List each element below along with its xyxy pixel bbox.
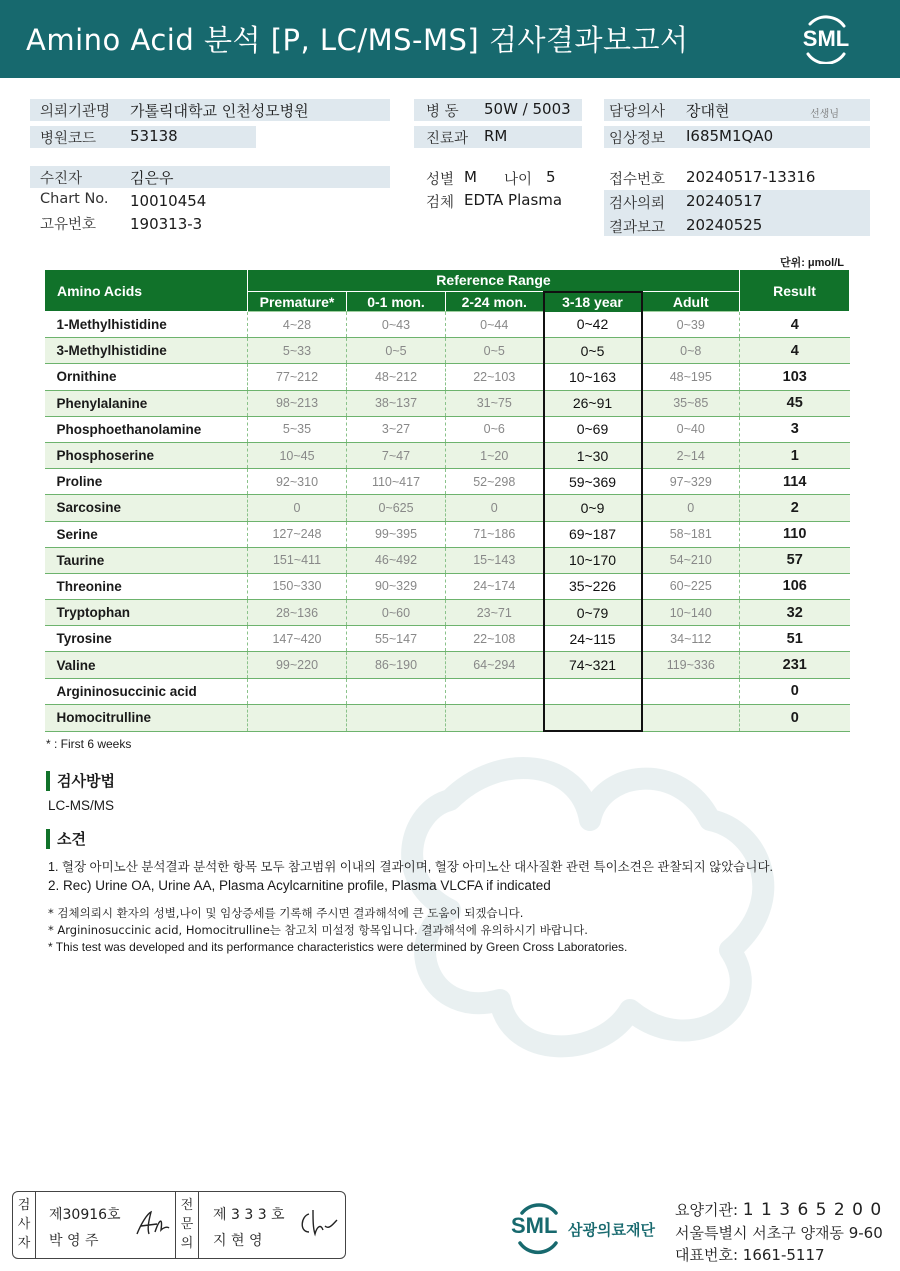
- result-value: 0: [740, 678, 850, 704]
- ref-2-24-mon: 0~5: [446, 338, 544, 364]
- ref-2-24-mon: 64~294: [446, 652, 544, 678]
- table-row: [45, 521, 850, 547]
- report-title: Amino Acid 분석 [P, LC/MS-MS] 검사결과보고서: [26, 23, 689, 57]
- ref-2-24-mon: [446, 704, 544, 731]
- ref-adult: 0: [642, 495, 740, 521]
- result-value: 51: [740, 626, 850, 652]
- amino-acid-name: Serine: [45, 521, 248, 547]
- tester-label-char: 검: [17, 1198, 31, 1213]
- ref-3-18-year: [544, 704, 642, 731]
- footer-logo-text: SML: [511, 1213, 558, 1238]
- col-header-reference-range: Reference Range: [248, 270, 740, 292]
- ref-0-1-mon: 3~27: [347, 416, 446, 442]
- tester-signature-icon: [133, 1206, 173, 1240]
- header-logo-text: SML: [802, 26, 850, 51]
- amino-acid-name: Ornithine: [45, 364, 248, 390]
- clinical-value: I685M1QA0: [686, 127, 774, 145]
- footer-code: 1 1 3 6 5 2 0 0: [742, 1200, 883, 1220]
- unique-no-value: 190313-3: [130, 215, 203, 233]
- ref-2-24-mon: 0: [446, 495, 544, 521]
- receipt-value: 20240517-13316: [686, 168, 816, 186]
- ref-0-1-mon: 0~60: [347, 600, 446, 626]
- hospital-code-label: 병원코드: [40, 131, 97, 147]
- specimen-value: EDTA Plasma: [464, 191, 563, 209]
- institution-value: 가톨릭대학교 인천성모병원: [130, 102, 309, 120]
- result-value: 2: [740, 495, 850, 521]
- footer-org-name: 삼광의료재단: [568, 1221, 655, 1239]
- watermark-icon: [330, 740, 850, 1060]
- ref-adult: 10~140: [642, 600, 740, 626]
- ward-label: 병 동: [426, 104, 459, 120]
- ref-adult: 119~336: [642, 652, 740, 678]
- request-label: 검사의뢰: [609, 196, 666, 212]
- ref-0-1-mon: [347, 704, 446, 731]
- table-row: [45, 390, 850, 416]
- result-value: 57: [740, 547, 850, 573]
- request-value: 20240517: [686, 192, 763, 210]
- col-header-premature: Premature*: [248, 292, 347, 312]
- ref-3-18-year: 0~42: [544, 312, 642, 338]
- footer-phone: 1661-5117: [742, 1246, 825, 1264]
- ref-3-18-year: 69~187: [544, 521, 642, 547]
- ref-premature: 151~411: [248, 547, 347, 573]
- ref-0-1-mon: 99~395: [347, 521, 446, 547]
- ref-premature: 92~310: [248, 469, 347, 495]
- tester-name: 박 영 주: [49, 1233, 99, 1249]
- ref-premature: 98~213: [248, 390, 347, 416]
- note-line: * Argininosuccinic acid, Homocitrulline는 참고치 미설정 항목입니다. 결과해석에 유의하시기 바랍니다.: [48, 923, 588, 937]
- tester-label-char: 사: [17, 1217, 31, 1232]
- col-header-result: Result: [740, 270, 850, 312]
- opinion-line: 2. Rec) Urine OA, Urine AA, Plasma Acylcarnitine profile, Plasma VLCFA if indicated: [48, 878, 551, 893]
- ref-2-24-mon: 0~6: [446, 416, 544, 442]
- ref-adult: 34~112: [642, 626, 740, 652]
- ref-0-1-mon: 7~47: [347, 442, 446, 468]
- footer-phone-label: 대표번호:: [675, 1246, 739, 1264]
- ref-adult: [642, 704, 740, 731]
- result-value: 103: [740, 364, 850, 390]
- ref-adult: 2~14: [642, 442, 740, 468]
- age-value: 5: [546, 168, 556, 186]
- signature-box: [12, 1191, 346, 1259]
- ref-premature: [248, 704, 347, 731]
- opinion-heading: 소견: [46, 829, 86, 849]
- ref-0-1-mon: 86~190: [347, 652, 446, 678]
- specialist-label-char: 문: [180, 1217, 194, 1232]
- col-header-3-18-year: 3-18 year: [544, 292, 642, 312]
- table-row: [45, 678, 850, 704]
- report-value: 20240525: [686, 216, 763, 234]
- sex-value: M: [464, 168, 477, 186]
- amino-acid-name: Phosphoserine: [45, 442, 248, 468]
- report-label: 결과보고: [609, 220, 666, 236]
- ref-premature: 10~45: [248, 442, 347, 468]
- doctor-suffix: 선생님: [810, 109, 839, 120]
- method-heading: 검사방법: [46, 771, 115, 791]
- result-value: 110: [740, 521, 850, 547]
- method-text: LC-MS/MS: [48, 798, 115, 813]
- footer-phone-line: [675, 1244, 825, 1265]
- amino-acid-name: Taurine: [45, 547, 248, 573]
- ref-0-1-mon: 0~43: [347, 312, 446, 338]
- amino-acid-name: Tryptophan: [45, 600, 248, 626]
- table-footnote: * : First 6 weeks: [46, 737, 132, 751]
- ref-premature: [248, 678, 347, 704]
- department-label: 진료과: [426, 131, 469, 147]
- amino-acid-name: Proline: [45, 469, 248, 495]
- result-value: 3: [740, 416, 850, 442]
- ref-0-1-mon: 90~329: [347, 573, 446, 599]
- ref-3-18-year: 59~369: [544, 469, 642, 495]
- footer-code-line: [675, 1199, 882, 1220]
- patient-bar: [30, 166, 390, 188]
- opinion-line: 1. 혈장 아미노산 분석결과 분석한 항목 모두 참고범위 이내의 결과이며, 혈장 아미노산 대사질환 관련 특이소견은 관찰되지 않았습니다.: [48, 860, 773, 874]
- ref-premature: 77~212: [248, 364, 347, 390]
- result-value: 114: [740, 469, 850, 495]
- ref-0-1-mon: [347, 678, 446, 704]
- ref-0-1-mon: 110~417: [347, 469, 446, 495]
- chart-label: Chart No.: [40, 191, 109, 207]
- ref-3-18-year: 0~79: [544, 600, 642, 626]
- amino-acid-name: Phosphoethanolamine: [45, 416, 248, 442]
- result-value: 4: [740, 312, 850, 338]
- table-row: [45, 416, 850, 442]
- amino-acid-name: 1-Methylhistidine: [45, 312, 248, 338]
- amino-acid-name: Phenylalanine: [45, 390, 248, 416]
- tester-label-column: [13, 1192, 36, 1258]
- ref-3-18-year: 0~9: [544, 495, 642, 521]
- ref-2-24-mon: 71~186: [446, 521, 544, 547]
- ref-2-24-mon: 22~103: [446, 364, 544, 390]
- table-row: [45, 469, 850, 495]
- ref-3-18-year: 10~170: [544, 547, 642, 573]
- unique-no-label: 고유번호: [40, 217, 97, 233]
- ref-3-18-year: 0~5: [544, 338, 642, 364]
- department-value: RM: [484, 127, 508, 145]
- ref-0-1-mon: 0~625: [347, 495, 446, 521]
- amino-acid-name: Valine: [45, 652, 248, 678]
- ref-0-1-mon: 48~212: [347, 364, 446, 390]
- ref-adult: 58~181: [642, 521, 740, 547]
- ref-3-18-year: 35~226: [544, 573, 642, 599]
- ref-0-1-mon: 38~137: [347, 390, 446, 416]
- ref-3-18-year: 74~321: [544, 652, 642, 678]
- sml-logo-icon: [800, 14, 852, 64]
- table-row: [45, 495, 850, 521]
- result-value: 4: [740, 338, 850, 364]
- result-value: 1: [740, 442, 850, 468]
- table-row: [45, 547, 850, 573]
- specialist-label-char: 전: [180, 1198, 194, 1213]
- ref-adult: 48~195: [642, 364, 740, 390]
- col-header-amino-acids: Amino Acids: [45, 270, 248, 312]
- ref-premature: 4~28: [248, 312, 347, 338]
- ref-2-24-mon: 31~75: [446, 390, 544, 416]
- ref-premature: 0: [248, 495, 347, 521]
- amino-acid-table: [44, 269, 850, 732]
- result-value: 45: [740, 390, 850, 416]
- ref-0-1-mon: 55~147: [347, 626, 446, 652]
- ref-premature: 28~136: [248, 600, 347, 626]
- specialist-label-column: [175, 1192, 199, 1258]
- ref-adult: [642, 678, 740, 704]
- specialist-license: 제 3 3 3 호: [213, 1207, 285, 1223]
- institution-label: 의뢰기관명: [40, 104, 111, 120]
- ref-3-18-year: [544, 678, 642, 704]
- table-row: [45, 442, 850, 468]
- specialist-label-char: 의: [180, 1236, 194, 1251]
- amino-acid-name: Homocitrulline: [45, 704, 248, 731]
- ref-0-1-mon: 46~492: [347, 547, 446, 573]
- table-row: [45, 652, 850, 678]
- specimen-label: 검체: [426, 195, 455, 211]
- amino-acid-name: Sarcosine: [45, 495, 248, 521]
- receipt-label: 접수번호: [609, 172, 666, 188]
- amino-acid-name: Argininosuccinic acid: [45, 678, 248, 704]
- note-line: * This test was developed and its performance characteristics were determined by Green Cross Laboratories.: [48, 940, 628, 954]
- ref-adult: 97~329: [642, 469, 740, 495]
- ref-adult: 0~40: [642, 416, 740, 442]
- ref-adult: 54~210: [642, 547, 740, 573]
- table-row: [45, 626, 850, 652]
- ref-2-24-mon: [446, 678, 544, 704]
- doctor-label: 담당의사: [609, 104, 666, 120]
- ref-2-24-mon: 1~20: [446, 442, 544, 468]
- ref-premature: 99~220: [248, 652, 347, 678]
- ref-3-18-year: 10~163: [544, 364, 642, 390]
- hospital-code-value: 53138: [130, 127, 178, 145]
- specialist-name: 지 현 영: [213, 1233, 263, 1249]
- sex-label: 성별: [426, 172, 455, 188]
- result-value: 106: [740, 573, 850, 599]
- ref-premature: 150~330: [248, 573, 347, 599]
- ref-2-24-mon: 15~143: [446, 547, 544, 573]
- col-header-0-1-mon: 0-1 mon.: [347, 292, 446, 312]
- amino-acid-name: Tyrosine: [45, 626, 248, 652]
- footer-code-label: 요양기관:: [675, 1201, 739, 1219]
- ref-2-24-mon: 0~44: [446, 312, 544, 338]
- specialist-signature-icon: [295, 1206, 339, 1240]
- ref-3-18-year: 26~91: [544, 390, 642, 416]
- table-row: [45, 704, 850, 731]
- table-row: [45, 600, 850, 626]
- patient-label: 수진자: [40, 171, 83, 187]
- ref-2-24-mon: 22~108: [446, 626, 544, 652]
- report-header: [0, 0, 900, 78]
- ref-adult: 0~8: [642, 338, 740, 364]
- clinical-label: 임상정보: [609, 131, 666, 147]
- tester-label-char: 자: [17, 1236, 31, 1251]
- ref-2-24-mon: 52~298: [446, 469, 544, 495]
- amino-acid-name: Threonine: [45, 573, 248, 599]
- footer-logo: [510, 1199, 670, 1255]
- col-header-2-24-mon: 2-24 mon.: [446, 292, 544, 312]
- ref-3-18-year: 1~30: [544, 442, 642, 468]
- chart-value: 10010454: [130, 192, 207, 210]
- doctor-value: 장대현: [686, 102, 730, 120]
- ref-premature: 5~33: [248, 338, 347, 364]
- ref-adult: 60~225: [642, 573, 740, 599]
- ref-premature: 127~248: [248, 521, 347, 547]
- ref-3-18-year: 0~69: [544, 416, 642, 442]
- ref-2-24-mon: 23~71: [446, 600, 544, 626]
- col-header-adult: Adult: [642, 292, 740, 312]
- result-value: 32: [740, 600, 850, 626]
- patient-name: 김은우: [130, 169, 174, 187]
- footer-address: 서울특별시 서초구 양재동 9-60: [675, 1224, 883, 1242]
- result-value: 231: [740, 652, 850, 678]
- ref-premature: 147~420: [248, 626, 347, 652]
- table-row: [45, 573, 850, 599]
- ward-value: 50W / 5003: [484, 100, 571, 118]
- ref-premature: 5~35: [248, 416, 347, 442]
- age-label: 나이: [504, 172, 533, 188]
- ref-adult: 0~39: [642, 312, 740, 338]
- amino-acid-name: 3-Methylhistidine: [45, 338, 248, 364]
- note-line: * 검체의뢰시 환자의 성별,나이 및 임상증세를 기록해 주시면 결과해석에 큰 도움이 되겠습니다.: [48, 906, 524, 920]
- unit-label: 단위: μmol/L: [779, 257, 844, 269]
- tester-license: 제30916호: [49, 1207, 121, 1223]
- ref-2-24-mon: 24~174: [446, 573, 544, 599]
- result-value: 0: [740, 704, 850, 731]
- ref-3-18-year: 24~115: [544, 626, 642, 652]
- table-row: [45, 364, 850, 390]
- table-row: [45, 312, 850, 338]
- ref-0-1-mon: 0~5: [347, 338, 446, 364]
- table-row: [45, 338, 850, 364]
- ref-adult: 35~85: [642, 390, 740, 416]
